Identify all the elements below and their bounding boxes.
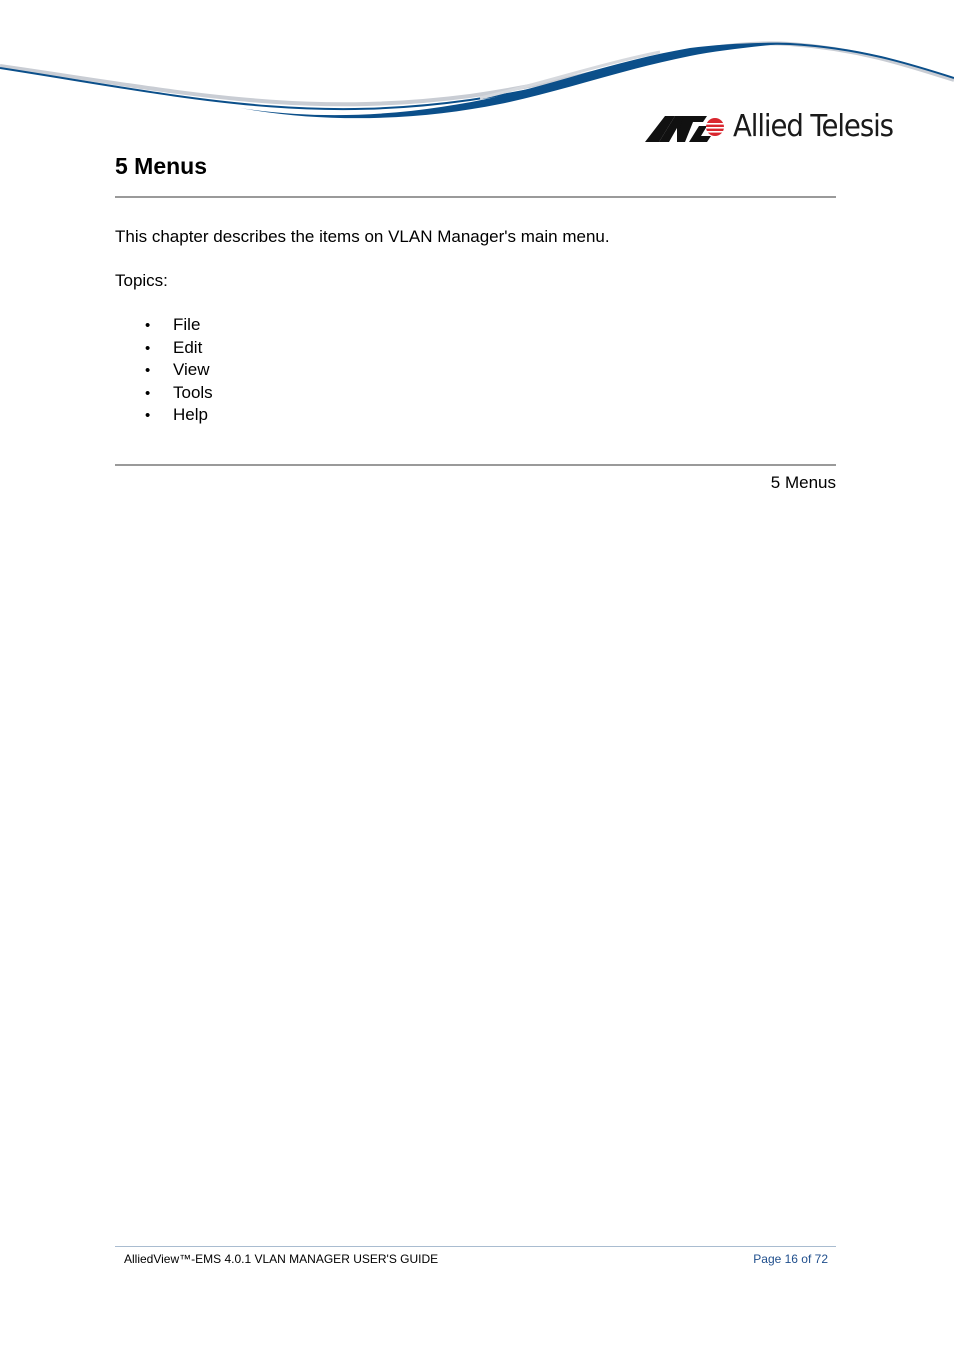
topic-item-tools	[115, 382, 213, 405]
bullet-icon: •	[145, 317, 151, 334]
bullet-icon: •	[145, 384, 151, 402]
topic-item-view	[115, 359, 213, 382]
chapter-title: 5 Menus	[115, 153, 208, 179]
section-footer-label: 5 Menus	[770, 473, 836, 492]
chapter-intro: This chapter describes the items on VLAN Manager's main menu.	[115, 227, 610, 246]
allied-telesis-logo	[645, 108, 905, 148]
topic-item-help	[115, 404, 213, 427]
title-divider	[115, 196, 836, 198]
bullet-icon: •	[145, 362, 151, 379]
section-divider	[115, 464, 836, 466]
topic-link-help[interactable]: Help	[173, 405, 208, 424]
topic-item-edit	[115, 337, 213, 360]
page-footer-page-number: Page 16 of 72	[753, 1252, 828, 1266]
page-footer-divider	[115, 1246, 836, 1247]
page-footer-guide-title: AlliedView™-EMS 4.0.1 VLAN MANAGER USER'S GUIDE	[124, 1252, 439, 1266]
bullet-icon: •	[145, 339, 151, 357]
topic-link-file[interactable]: File	[173, 315, 201, 334]
allied-telesis-wordmark: Allied Telesis	[733, 109, 893, 144]
topic-link-view[interactable]: View	[173, 360, 210, 379]
topics-label: Topics:	[115, 271, 168, 290]
bullet-icon: •	[145, 407, 151, 424]
topic-list	[115, 314, 213, 427]
topic-link-tools[interactable]: Tools	[173, 382, 213, 402]
allied-telesis-logo-mark-icon	[645, 112, 725, 142]
topic-item-file	[115, 314, 213, 337]
topic-link-edit[interactable]: Edit	[173, 337, 203, 357]
